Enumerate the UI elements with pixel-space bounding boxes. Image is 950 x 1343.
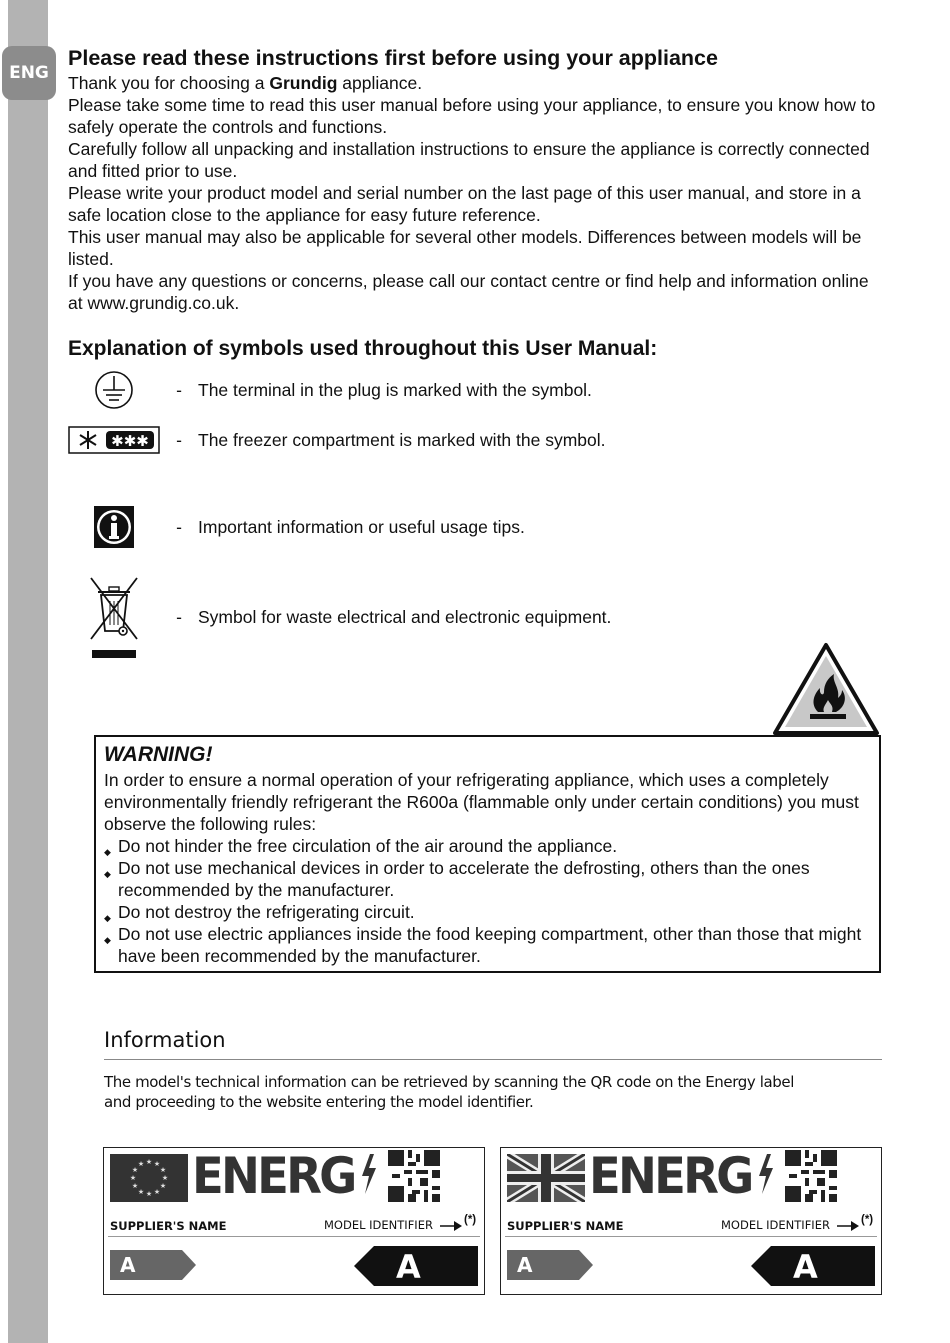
information-text: The model's technical information can be retrieved by scanning the QR code on the Energy label and proceeding to the website entering the model identifier. bbox=[104, 1073, 794, 1111]
qr-code-icon bbox=[388, 1150, 440, 1202]
symbols-heading: Explanation of symbols used throughout this User Manual: bbox=[68, 337, 658, 360]
intro-paragraph: Please take some time to read this user manual before using your appliance, to ensure you know how to safely operate the controls and functions. bbox=[68, 95, 876, 137]
energy-label-eu bbox=[103, 1147, 485, 1295]
symbol-row-weee bbox=[68, 573, 611, 661]
intro-paragraph: This user manual may also be applicable for several other models. Differences between models will be listed. bbox=[68, 227, 862, 269]
warning-box bbox=[94, 735, 881, 973]
freezer-stars-icon bbox=[68, 425, 160, 455]
energy-class-left: A bbox=[517, 1253, 533, 1277]
warning-intro: In order to ensure a normal operation of your refrigerating appliance, which uses a completely environmentally friendly refrigerant the R600a (flammable only under certain conditions) you must observe the following rules: bbox=[104, 770, 859, 834]
eu-flag-icon bbox=[110, 1154, 188, 1202]
flammable-warning-icon bbox=[772, 642, 880, 741]
energy-class-scale bbox=[507, 1250, 593, 1280]
warning-rule: ◆ Do not hinder the free circulation of the air around the appliance. bbox=[104, 835, 871, 857]
symbol-dash: - bbox=[176, 379, 182, 400]
svg-text:★: ★ bbox=[161, 1174, 169, 1182]
info-icon bbox=[68, 504, 160, 550]
supplier-name: SUPPLIER'S NAME bbox=[507, 1219, 624, 1233]
svg-text:★: ★ bbox=[159, 1182, 167, 1190]
intro-paragraph: If you have any questions or concerns, please call our contact centre or find help and information online at www.grundig.co.uk. bbox=[68, 271, 869, 313]
symbol-row-info bbox=[68, 504, 525, 550]
energy-class-left: A bbox=[120, 1253, 136, 1277]
label-divider bbox=[108, 1236, 480, 1237]
svg-text:★: ★ bbox=[131, 1166, 139, 1174]
svg-text:★: ★ bbox=[131, 1182, 139, 1190]
side-bar bbox=[8, 0, 48, 1343]
svg-text:★: ★ bbox=[145, 1190, 153, 1198]
qr-code-icon bbox=[785, 1150, 837, 1202]
svg-text:★: ★ bbox=[137, 1188, 145, 1196]
symbol-dash: - bbox=[176, 606, 182, 627]
warning-rules bbox=[104, 835, 871, 967]
uk-flag-icon bbox=[507, 1154, 585, 1202]
information-title: Information bbox=[104, 1028, 226, 1052]
symbol-dash: - bbox=[176, 516, 182, 537]
brand-name: Grundig bbox=[269, 73, 338, 93]
energy-word: ENERG bbox=[589, 1147, 752, 1205]
label-divider bbox=[505, 1236, 877, 1237]
intro-paragraph: Please write your product model and serial number on the last page of this user manual, and store in a safe location close to the appliance for easy future reference. bbox=[68, 183, 861, 225]
model-identifier: MODEL IDENTIFIER bbox=[324, 1218, 433, 1232]
energy-label-uk bbox=[500, 1147, 882, 1295]
warning-rule: ◆ Do not use mechanical devices in order to accelerate the defrosting, others than the ones recommended by the manufacturer. bbox=[104, 857, 871, 901]
svg-text:★: ★ bbox=[153, 1160, 161, 1168]
energy-class-scale bbox=[110, 1250, 196, 1280]
weee-bin-icon bbox=[68, 573, 160, 661]
earth-terminal-icon bbox=[68, 368, 160, 412]
thanks-line bbox=[68, 72, 883, 94]
thanks-pre: Thank you for choosing a bbox=[68, 73, 270, 93]
lightning-icon bbox=[360, 1154, 378, 1199]
intro-paragraph: Carefully follow all unpacking and installation instructions to ensure the appliance is correctly connected and fitted prior to use. bbox=[68, 139, 870, 181]
warning-rule: ◆ Do not use electric appliances inside the food keeping compartment, other than those that might have been recommended by the manufacturer. bbox=[104, 923, 871, 967]
symbol-row-earth bbox=[68, 368, 592, 412]
information-divider bbox=[104, 1059, 882, 1060]
svg-text:✱✱✱: ✱✱✱ bbox=[111, 432, 149, 450]
svg-text:★: ★ bbox=[159, 1166, 167, 1174]
svg-text:★: ★ bbox=[145, 1158, 153, 1166]
page-title: Please read these instructions first before using your appliance bbox=[68, 46, 718, 70]
svg-text:★: ★ bbox=[137, 1160, 145, 1168]
asterisk-note: (*) bbox=[464, 1214, 477, 1226]
symbol-row-freezer bbox=[68, 425, 606, 455]
language-tab: ENG bbox=[2, 46, 56, 100]
thanks-post: appliance. bbox=[337, 73, 423, 93]
arrow-right-icon bbox=[440, 1219, 462, 1237]
warning-rule: ◆ Do not destroy the refrigerating circuit. bbox=[104, 901, 871, 923]
warning-title: WARNING! bbox=[104, 743, 213, 766]
energy-word: ENERG bbox=[192, 1147, 355, 1205]
intro-section bbox=[68, 44, 883, 314]
symbol-dash: - bbox=[176, 429, 182, 450]
asterisk-note: (*) bbox=[861, 1214, 874, 1226]
svg-text:★: ★ bbox=[129, 1174, 137, 1182]
model-identifier: MODEL IDENTIFIER bbox=[721, 1218, 830, 1232]
symbol-text: Important information or useful usage tips. bbox=[198, 516, 525, 537]
symbol-text: Symbol for waste electrical and electronic equipment. bbox=[198, 606, 612, 627]
supplier-name: SUPPLIER'S NAME bbox=[110, 1219, 227, 1233]
energy-class-badge bbox=[354, 1246, 478, 1286]
arrow-right-icon bbox=[837, 1219, 859, 1237]
svg-text:★: ★ bbox=[153, 1188, 161, 1196]
symbol-text: The terminal in the plug is marked with the symbol. bbox=[198, 379, 592, 400]
energy-class-badge bbox=[751, 1246, 875, 1286]
lightning-icon bbox=[757, 1154, 775, 1199]
symbol-text: The freezer compartment is marked with the symbol. bbox=[198, 429, 606, 450]
energy-class-right: A bbox=[396, 1248, 421, 1286]
energy-class-right: A bbox=[793, 1248, 818, 1286]
